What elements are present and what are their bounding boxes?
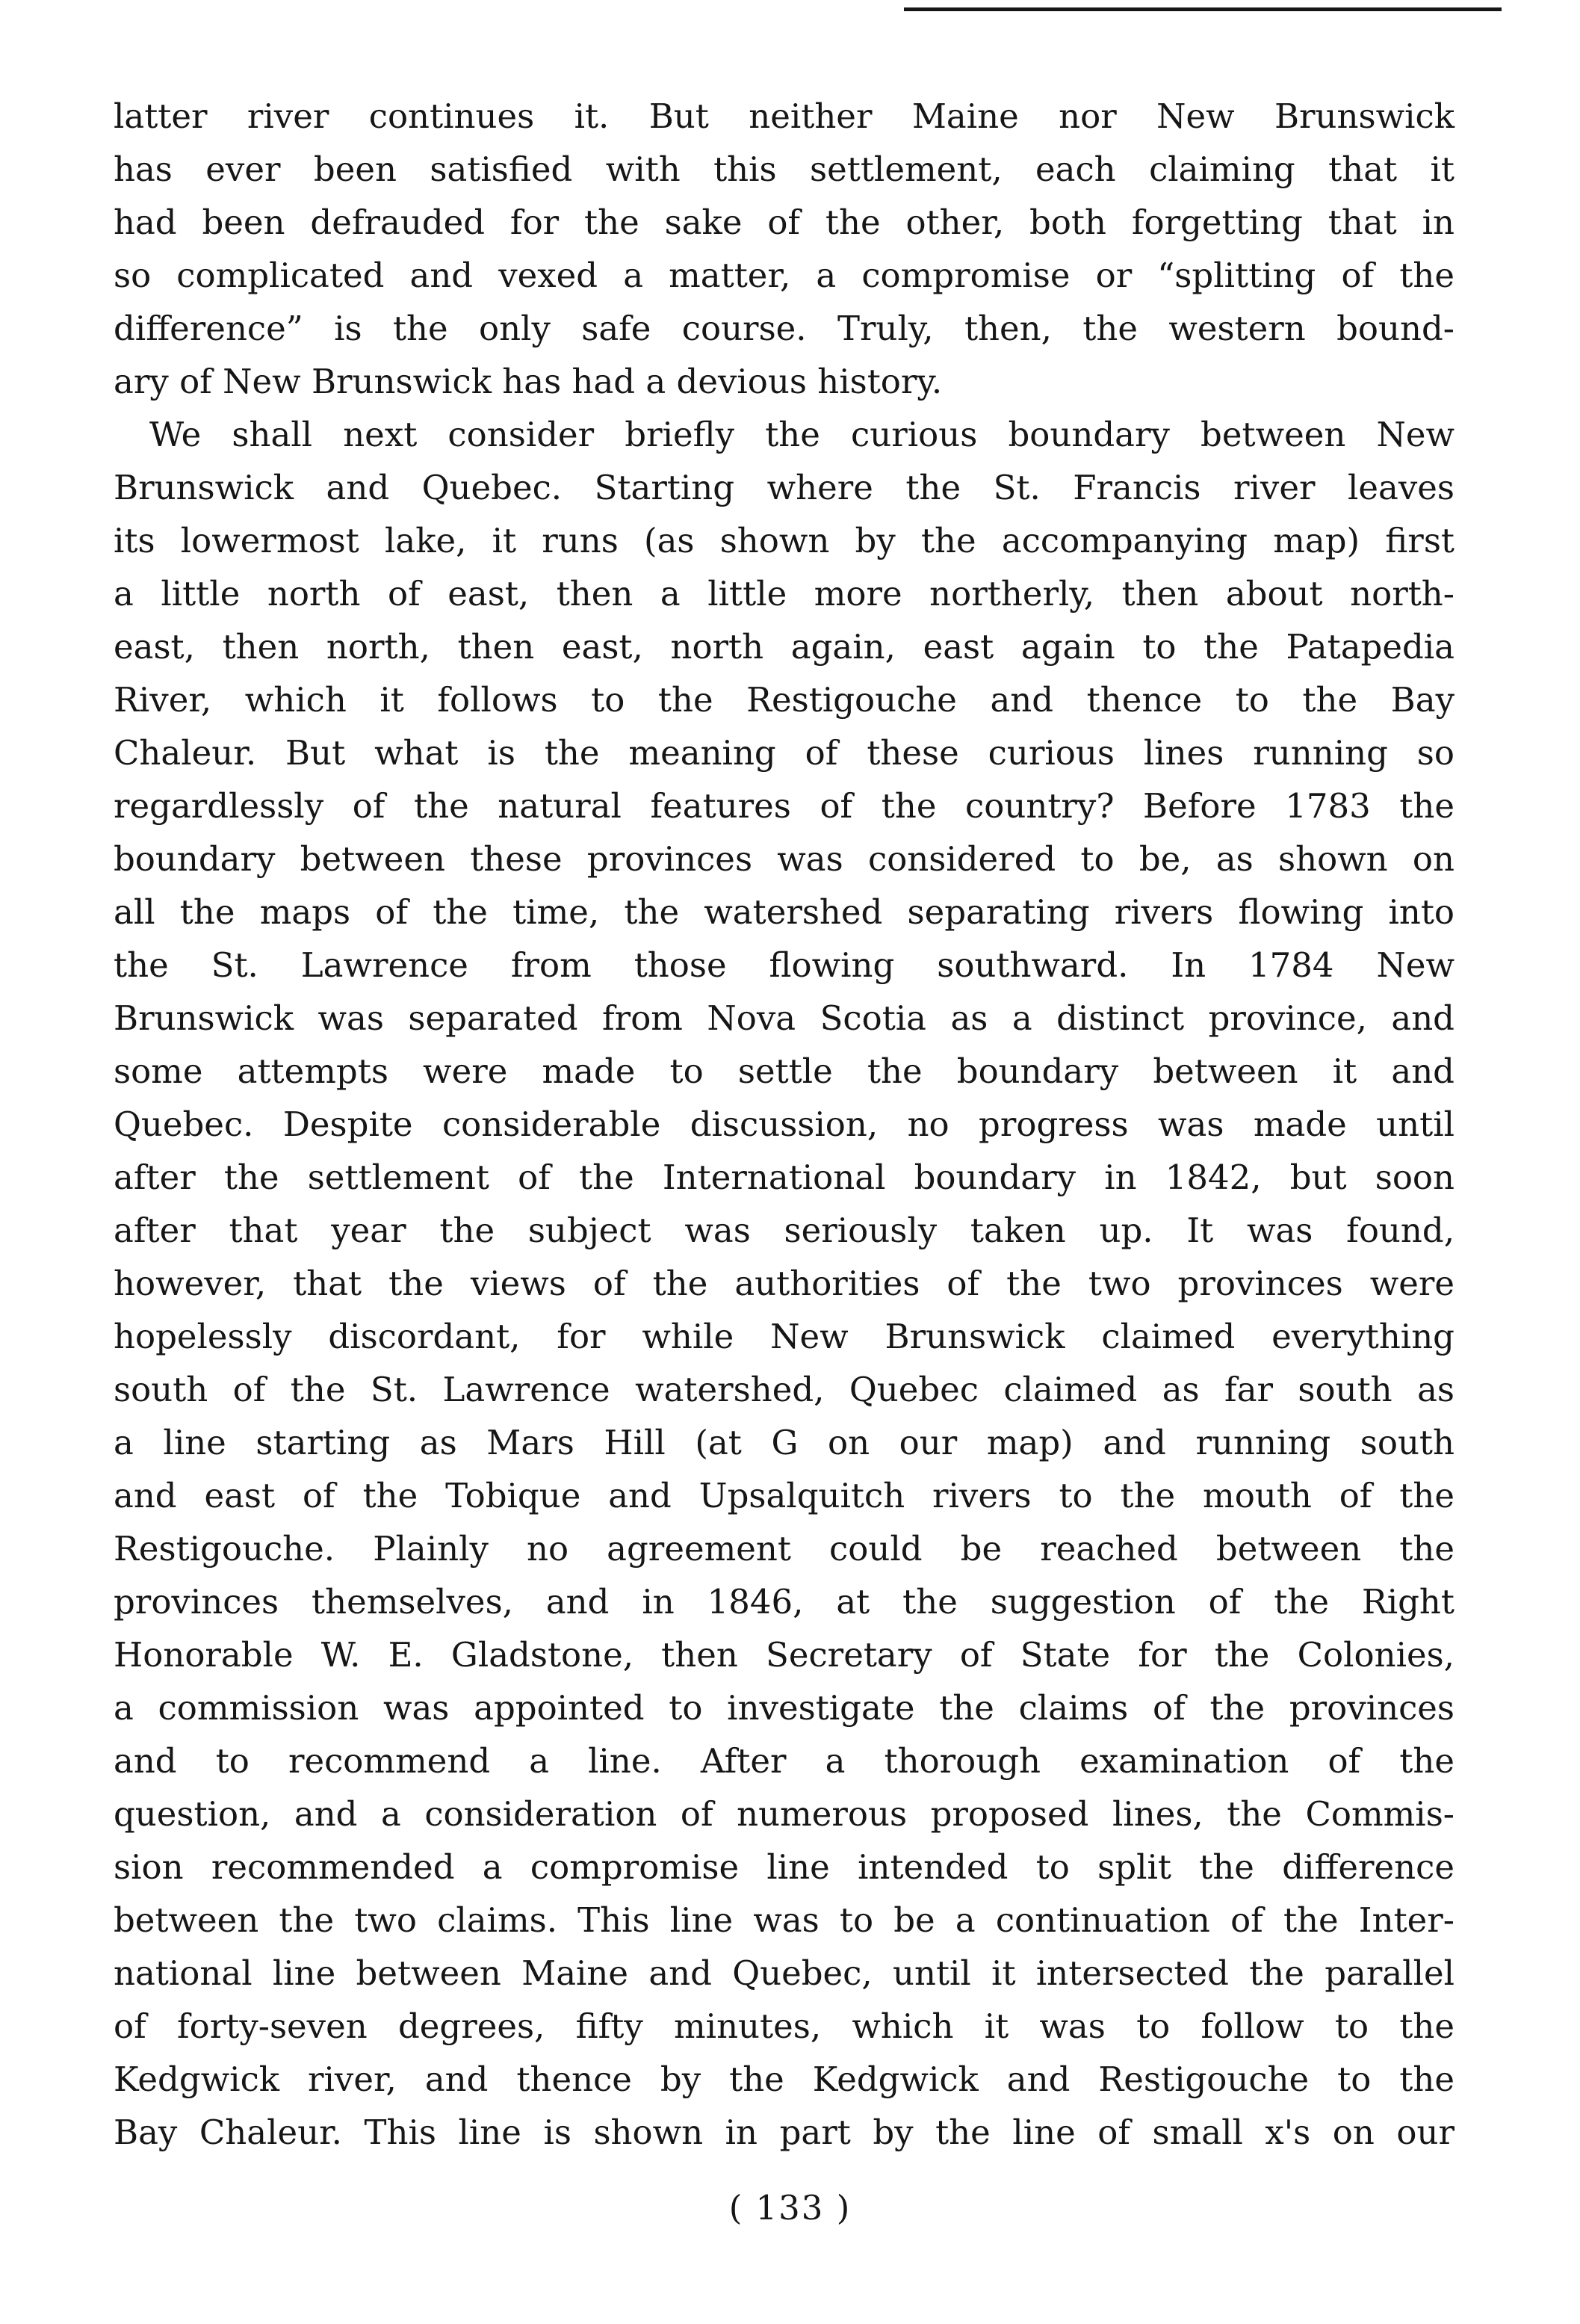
- text-line: Quebec. Despite considerable discussion, no progress was made until: [114, 1104, 1454, 1144]
- text-line: a line starting as Mars Hill (at G on our map) and running south: [114, 1423, 1454, 1462]
- text-line: ary of New Brunswick has had a devious history.: [114, 362, 943, 401]
- text-line: east, then north, then east, north again, east again to the Patapedia: [114, 627, 1454, 667]
- text-line: the St. Lawrence from those flowing southward. In 1784 New: [114, 945, 1454, 985]
- page-number: ( 133 ): [728, 2188, 852, 2228]
- text-line: Restigouche. Plainly no agreement could be reached between the: [114, 1529, 1454, 1569]
- text-line: Kedgwick river, and thence by the Kedgwick and Restigouche to the: [114, 2059, 1454, 2099]
- text-line: between the two claims. This line was to be a continuation of the Inter-: [114, 1900, 1454, 1940]
- text-line: regardlessly of the natural features of the country? Before 1783 the: [114, 786, 1454, 826]
- text-line: has ever been satisfied with this settlement, each claiming that it: [114, 149, 1454, 189]
- text-line: some attempts were made to settle the boundary between it and: [114, 1051, 1454, 1091]
- paragraph-quebec-boundary: [114, 408, 1454, 2159]
- text-line: provinces themselves, and in 1846, at the suggestion of the Right: [114, 1582, 1454, 1622]
- text-line: so complicated and vexed a matter, a compromise or “splitting of the: [114, 256, 1454, 295]
- text-line: of forty-seven degrees, fifty minutes, which it was to follow to the: [114, 2006, 1454, 2046]
- text-line: after the settlement of the International boundary in 1842, but soon: [114, 1158, 1454, 1197]
- text-line: a little north of east, then a little more northerly, then about north-: [114, 574, 1454, 614]
- text-line: difference” is the only safe course. Truly, then, the western bound-: [114, 309, 1454, 348]
- text-line: latter river continues it. But neither Maine nor New Brunswick: [114, 96, 1454, 136]
- top-rule: [904, 7, 1502, 11]
- text-line: a commission was appointed to investigate the claims of the provinces: [114, 1688, 1454, 1728]
- text-line: Bay Chaleur. This line is shown in part by the line of small x's on our: [114, 2113, 1454, 2152]
- text-line: its lowermost lake, it runs (as shown by the accompanying map) first: [114, 521, 1454, 560]
- paragraph-western-boundary: [114, 90, 1454, 408]
- text-line: boundary between these provinces was considered to be, as shown on: [114, 839, 1454, 879]
- text-line: Honorable W. E. Gladstone, then Secretary of State for the Colonies,: [114, 1635, 1454, 1675]
- text-line: We shall next consider briefly the curious boundary between New: [149, 415, 1454, 454]
- text-line: question, and a consideration of numerous proposed lines, the Commis-: [114, 1794, 1454, 1834]
- text-line: south of the St. Lawrence watershed, Quebec claimed as far south as: [114, 1370, 1454, 1409]
- text-line: River, which it follows to the Restigouche and thence to the Bay: [114, 680, 1454, 720]
- text-line: national line between Maine and Quebec, until it intersected the parallel: [114, 1953, 1454, 1993]
- page-body: [114, 90, 1454, 2159]
- text-line: sion recommended a compromise line intended to split the difference: [114, 1847, 1454, 1887]
- text-line: all the maps of the time, the watershed separating rivers flowing into: [114, 892, 1454, 932]
- text-line: however, that the views of the authorities of the two provinces were: [114, 1264, 1454, 1303]
- text-line: had been defrauded for the sake of the other, both forgetting that in: [114, 203, 1454, 242]
- text-line: and to recommend a line. After a thorough examination of the: [114, 1741, 1454, 1781]
- text-line: hopelessly discordant, for while New Brunswick claimed everything: [114, 1317, 1454, 1356]
- text-line: and east of the Tobique and Upsalquitch rivers to the mouth of the: [114, 1476, 1454, 1515]
- text-line: Chaleur. But what is the meaning of these curious lines running so: [114, 733, 1454, 773]
- text-line: Brunswick was separated from Nova Scotia as a distinct province, and: [114, 998, 1454, 1038]
- text-line: after that year the subject was seriously taken up. It was found,: [114, 1211, 1454, 1250]
- text-line: Brunswick and Quebec. Starting where the St. Francis river leaves: [114, 468, 1454, 507]
